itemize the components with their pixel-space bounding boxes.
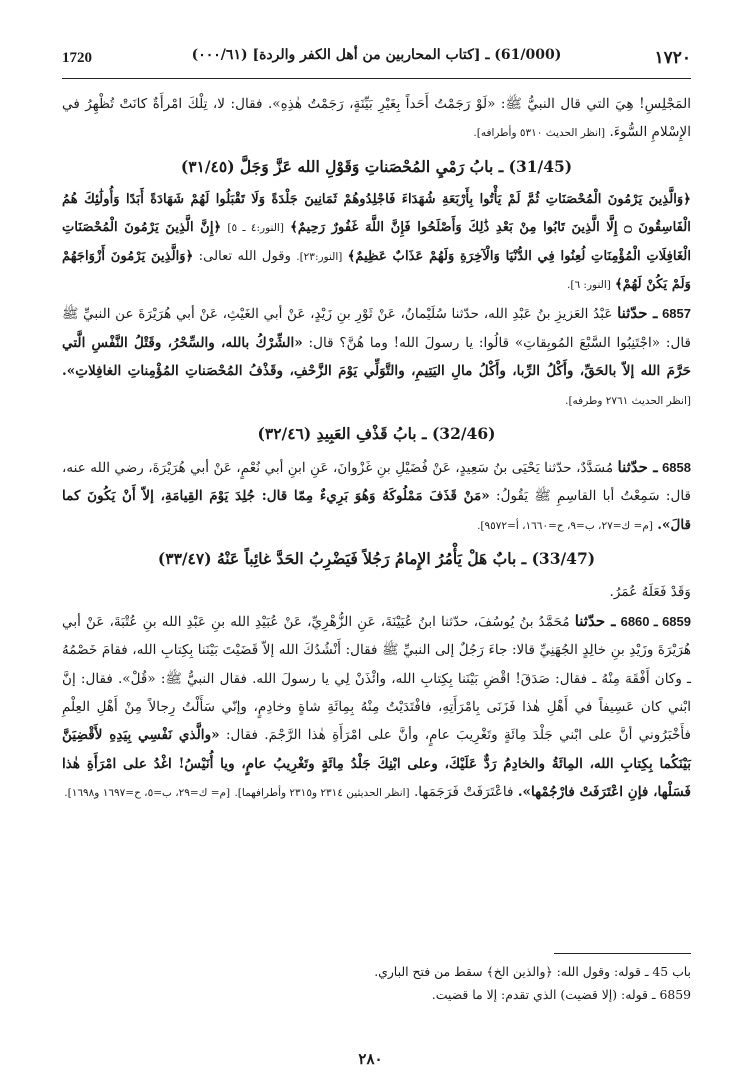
haddathana: ـ حدّثنا [617, 458, 658, 477]
haddathana: ـ حدّثنا [617, 304, 658, 323]
footnote-divider [554, 953, 691, 954]
hadith-matn: «الشِّرْكُ بالله، والسِّحْرُ، وقَتْلُ النَّفْسِ الَّتي حَرَّمَ الله إلاّ بالحَقِّ، وأَكْلُ الرِّبا، وأَكْلُ مالِ اليَتِيمِ، والتَّوَلِّي يَوْمَ الزَّحْفِ، وقَذْفُ المُحْصَناتِ المُؤْمِناتِ الغافِلاتِ». [62, 334, 691, 380]
footnote-2: 6859 ـ قوله: (إلا قضيت) الذي تقدم: إلا ما قضيت. [431, 987, 691, 1002]
footnotes [62, 960, 691, 1006]
hadith-reference: [انظر الحديث ٢٧٦١ وطرفه]. [565, 394, 691, 407]
hadith-6858 [62, 453, 691, 540]
verse-2-ref: [النور:٢٣]. [296, 250, 343, 263]
hadith-number: 6859 ـ 6860 [620, 613, 691, 629]
page-number-arabic: ١٧٢٠ [654, 48, 691, 68]
hadith-tail: فاعْتَرَفَتْ فَرَجَمَها. [413, 784, 514, 801]
hadith-reference: [انظر الحديثين ٢٣١٤ و٢٣١٥ وأطرافهما]. [234, 787, 410, 800]
verse-3: ﴿وَالَّذِينَ يَرْمُونَ أَزْوَاجَهُمْ وَلَمْ يَكُنْ لَهُمْ﴾ [62, 248, 691, 293]
verse-3-lead: وقول الله تعالى: [198, 248, 291, 264]
hadith-6857 [62, 299, 691, 415]
chapter-47-heading: (33/47) ـ بابٌ هَلْ يَأْمُرُ الإِمامُ رَجُلاً فَيَضْرِبُ الحَدَّ غائِباً عَنْهُ (٣٣/٤٧) [157, 549, 596, 569]
page-number-latin: 1720 [62, 50, 92, 66]
hadith-matn: «والَّذي نَفْسِي بِيَدِهِ لأَقْضِيَنَّ بَيْنَكُما بِكِتابِ الله، المِائَةُ والخادِمُ رَدٌّ عَلَيْكَ، وعلى ابْنِكَ جَلْدُ مِائَةٍ وتَغْرِيبُ عامٍ، ويا أُنَيْسُ! اغْدُ على امْرَأَةِ هٰذا فَسَلْها، فإنِ اعْتَرَفَتْ فارْجُمْها». [62, 727, 691, 801]
running-title: (61/000) ـ [كتاب المحاربين من أهل الكفر والردة] (٠٠٠/٦١) [191, 47, 562, 63]
verse-1-ref: [النور:٤ ـ ٥] [227, 222, 284, 235]
hadith-text: مُسَدَّدٌ، حدّثنا يَحْيَى بنُ سَعِيدٍ، عَنْ فُضَيْلِ بنِ غَزْوانَ، عَنِ ابنِ أبي نُعْمٍ، عَنْ أبي هُرَيْرَةَ، رضي الله عنه، قال: سَمِعْتُ أبا القاسِمِ ﷺ يَقُولُ: [62, 460, 691, 505]
hadith-number: 6857 [662, 306, 691, 322]
chapter-47-note: وَقَدْ فَعَلَهُ عُمَرُ. [609, 584, 691, 601]
hadith-text: عَبْدُ العَزيزِ بنُ عَبْدِ الله، حدّثنا سُلَيْمانُ، عَنْ ثَوْرِ بنِ زَيْدٍ، عَنْ أبي الغَيْثِ، عَنْ أبي هُرَيْرَةَ عن النبيِّ ﷺ قال: «اجْتَنِبُوا السَّبْعَ المُوبِقاتِ» قالُوا: يا رسولَ الله! وما هُنَّ؟ قال: [62, 306, 691, 351]
running-header [62, 38, 691, 79]
haddathana: ـ حدّثنا [574, 611, 616, 630]
verse-2: ﴿إِنَّ الَّذِينَ يَرْمُونَ الْمُحْصَنَاتِ الْغَافِلَاتِ الْمُؤْمِنَاتِ لُعِنُوا فِي الدُّنْيَا وَالْآخِرَةِ وَلَهُمْ عَذَابٌ عَظِيمٌ﴾ [62, 220, 691, 264]
hadith-number: 6858 [662, 460, 691, 476]
intro-reference: [انظر الحديث ٥٣١٠ وأطرافه]. [473, 127, 606, 140]
verse-1: ﴿وَالَّذِينَ يَرْمُونَ الْمُحْصَنَاتِ ثُمَّ لَمْ يَأْتُوا بِأَرْبَعَةِ شُهَدَاءَ فَاجْلِدُوهُمْ ثَمَانِينَ جَلْدَةً وَلَا تَقْبَلُوا لَهُمْ شَهَادَةً أَبَدًا وَأُولَٰئِكَ هُمُ الْفَاسِقُونَ ۝ إِلَّا الَّذِينَ تَابُوا مِنْ بَعْدِ ذَٰلِكَ وَأَصْلَحُوا فَإِنَّ اللَّهَ غَفُورٌ رَحِيمٌ﴾ [62, 191, 691, 236]
main-text [62, 90, 691, 808]
chapter-45-heading: (31/45) ـ بابُ رَمْيِ المُحْصَناتِ وَقَوْلِ الله عَزَّ وَجَلَّ (٣١/٤٥) [180, 156, 573, 176]
hadith-6859 [62, 607, 691, 808]
hadith-text: مُحَمَّدُ بنُ يُوسُفَ، حدّثنا ابنُ عُيَيْنَةَ، عَنِ الزُّهْرِيِّ، عَنْ عُبَيْدِ الله بنِ عَبْدِ الله بنِ عُتْبَةَ، عَنْ أبي هُرَيْرَةَ وزَيْدِ بنِ خالِدٍ الجُهَنِيِّ قالا: جاءَ رَجُلٌ إلى النبيِّ ﷺ فقال: أَنْشُدُكَ الله إلاّ قَضَيْتَ بَيْنَنا بِكِتابِ الله، فقامَ خَصْمُهُ ـ وكان أَفْقَهَ مِنْهُ ـ فقال: صَدَقَ! اقْضِ بَيْنَنا بِكِتابِ الله، وائْذَنْ لِي يا رسولَ الله. فقال النبيُّ ﷺ: «قُلْ». فقال: إنَّ ابْني كان عَسِيفاً في أَهْلِ هٰذا فَزَنَى بِامْرَأَتِهِ، فافْتَدَيْتُ مِنْهُ بِمِائَةِ شاةٍ وخادِمٍ، وإنّي سَأَلْتُ رِجالاً مِنْ أَهْلِ العِلْمِ فأَخْبَرُوني أنَّ على ابْني جَلْدَ مِائَةٍ وتَغْرِيبَ عامٍ، وأنَّ على امْرَأَةِ هٰذا الرَّجْمَ. فقال: [62, 613, 692, 744]
hadith-reference-2: [م= ك=٢٩، ب=٥، ح=١٦٩٧ و١٦٩٨]. [64, 787, 231, 800]
verse-3-ref: [النور: ٦]. [567, 279, 611, 292]
hadith-reference: [م= ك=٢٧، ب=٩، ح=١٦٦٠، أ=٩٥٧٢]. [477, 519, 653, 532]
page-number-footer: ٢٨٠ [358, 1050, 383, 1068]
hadith-matn: «مَنْ قَذَفَ مَمْلُوكَهُ وَهُوَ بَرِيءٌ مِمّا قال: جُلِدَ يَوْمَ القِيامَةِ، إلاّ أَنْ يَكُونَ كما قالَ». [62, 488, 691, 533]
footnote-1: باب 45 ـ قوله: وقول الله: ﴿والذين الخ﴾ سقط من فتح الباري. [374, 964, 691, 979]
intro-paragraph: المَجْلِسِ! هِيَ التي قال النبيُّ ﷺ: «لَوْ رَجَمْتُ أَحَداً بِغَيْرِ بَيِّنَةٍ، رَجَمْتُ هٰذِهِ». فقال: لا، تِلْكَ امْرأَةٌ كانَتْ تُظْهِرُ في الإِسْلامِ السُّوءَ. [انظر الحديث ٥٣١٠ وأطرافه]. [62, 96, 691, 141]
chapter-45-verses [62, 186, 691, 300]
chapter-46-heading: (32/46) ـ بابُ قَذْفِ العَبِيدِ (٣٢/٤٦) [257, 424, 496, 444]
